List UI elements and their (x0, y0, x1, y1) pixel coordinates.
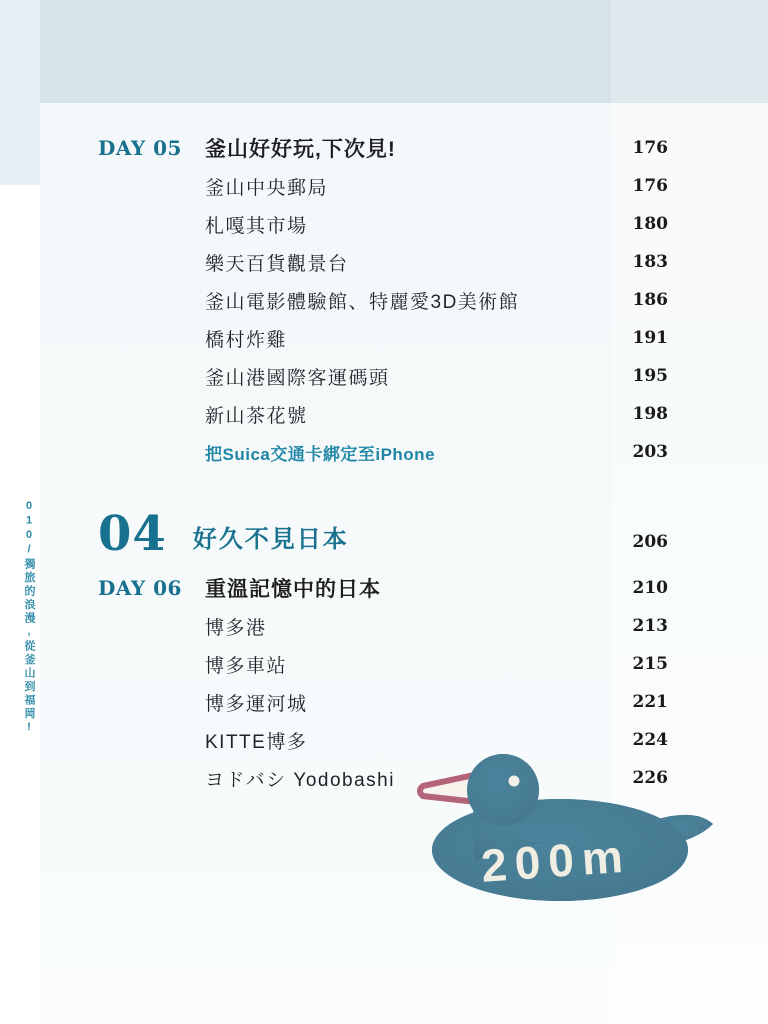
toc-row (98, 205, 668, 243)
toc-entry: 博多運河城 (205, 693, 308, 715)
page-number: 183 (632, 252, 668, 272)
toc-row (98, 395, 668, 433)
toc-row (98, 243, 668, 281)
sidebar-vertical-caption: 010/獨旅的浪漫,從釜山到福岡! (23, 500, 35, 736)
page-number: 176 (632, 138, 668, 158)
toc-row (98, 319, 668, 357)
part-number: 04 (98, 506, 167, 562)
page-number: 221 (632, 692, 668, 712)
page-number: 198 (632, 404, 668, 424)
part-title: 好久不見日本 (192, 526, 349, 553)
toc-entry: 樂天百貨觀景台 (205, 253, 349, 275)
toc-section-day05 (98, 129, 668, 471)
part-page-number: 206 (632, 532, 668, 552)
toc-entry: 橋村炸雞 (205, 329, 288, 351)
toc-entry: 釜山電影體驗館、特麗愛3D美術館 (205, 291, 520, 313)
day-title: 釜山好好玩,下次見! (205, 138, 396, 161)
toc-part-row (98, 498, 668, 562)
page-number: 195 (632, 366, 668, 386)
toc-row (98, 167, 668, 205)
toc-entry: 札嘎其市場 (205, 215, 308, 237)
duck-eye-icon (509, 776, 520, 787)
top-color-band (40, 0, 768, 103)
toc-entry: KITTE博多 (205, 731, 308, 753)
page-number: 210 (632, 578, 668, 598)
page-number: 213 (632, 616, 668, 636)
day-label: DAY 05 (98, 136, 182, 160)
page-number: 186 (632, 290, 668, 310)
toc-entry: 博多港 (205, 617, 267, 639)
toc-row (98, 433, 668, 471)
page-number: 176 (632, 176, 668, 196)
toc-row (98, 607, 668, 645)
toc-entry: 博多車站 (205, 655, 288, 677)
toc-row (98, 569, 668, 607)
toc-entry: 釜山港國際客運碼頭 (205, 367, 390, 389)
toc-row (98, 357, 668, 395)
toc-entry-highlight: 把Suica交通卡綁定至iPhone (205, 444, 436, 464)
toc-row (98, 645, 668, 683)
day-title: 重溫記憶中的日本 (205, 578, 381, 601)
toc-row (98, 683, 668, 721)
page-number: 224 (632, 730, 668, 750)
day-label: DAY 06 (98, 576, 182, 600)
left-margin-color-strip (0, 0, 40, 185)
toc-row (98, 129, 668, 167)
toc-entry: 釜山中央郵局 (205, 177, 329, 199)
duck-distance-label: 200m (479, 829, 633, 892)
duck-stamp-illustration (415, 750, 720, 908)
toc-entry: ヨドバシ Yodobashi (205, 769, 395, 791)
page-number: 215 (632, 654, 668, 674)
page-number: 203 (632, 442, 668, 462)
toc-row (98, 281, 668, 319)
page-number: 191 (632, 328, 668, 348)
page-number: 180 (632, 214, 668, 234)
page-number: 226 (632, 768, 668, 788)
toc-entry: 新山茶花號 (205, 405, 308, 427)
